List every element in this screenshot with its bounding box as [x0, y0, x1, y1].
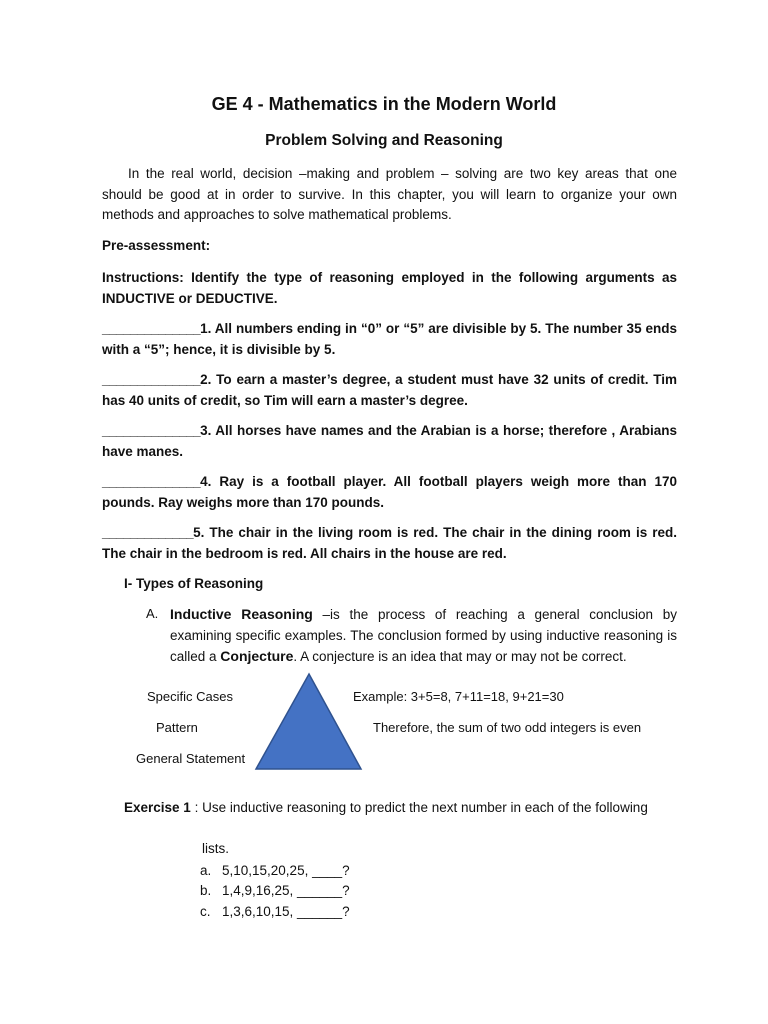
answer-blank[interactable]: ______________: [102, 372, 201, 387]
label-general-statement: General Statement: [136, 751, 246, 766]
list-marker-a: A.: [146, 606, 159, 621]
exercise-item-c: [200, 904, 350, 919]
label-example: Example: 3+5=8, 7+11=18, 9+21=30: [353, 689, 564, 704]
triangle-shape: [256, 674, 361, 769]
exercise-item-text: 5,10,15,20,25, ____?: [222, 863, 350, 878]
question-item-3: [102, 421, 677, 462]
question-text: 1. All numbers ending in “0” or “5” are divisible by 5. The number 35 ends with a “5”; hence, it is divisible by 5.: [102, 321, 677, 357]
exercise-label: Exercise 1: [124, 800, 191, 815]
question-text: 4. Ray is a football player. All football players weigh more than 170 pounds. Ray weighs more than 170 pounds.: [102, 474, 677, 510]
instructions-paragraph: Instructions: Identify the type of reasoning employed in the following arguments as INDUCTIVE or DEDUCTIVE.: [102, 270, 677, 306]
exercise-text: : Use inductive reasoning to predict the next number in each of the following: [190, 800, 648, 815]
question-item-1: [102, 319, 677, 360]
list-marker: a.: [200, 863, 212, 878]
question-item-4: [102, 472, 677, 513]
definition-text: –is the process of reaching a general conclusion by examining specific examples. The conclusion formed by using inductive reasoning is called a: [170, 607, 677, 664]
section-heading-types-of-reasoning: I- Types of Reasoning: [124, 576, 264, 591]
answer-blank[interactable]: ______________: [102, 474, 201, 489]
preassessment-heading: Pre-assessment:: [102, 238, 211, 253]
label-therefore: Therefore, the sum of two odd integers is even: [373, 720, 642, 735]
list-marker: b.: [200, 883, 212, 898]
page-subtitle: Problem Solving and Reasoning: [265, 132, 503, 149]
inductive-triangle-diagram: [254, 672, 364, 772]
intro-paragraph: In the real world, decision –making and problem – solving are two key areas that one should be good at in order to survive. In this chapter, you will learn to organize your own methods and approaches to solve mathematical problems.: [102, 166, 677, 222]
term-inductive-reasoning: Inductive Reasoning: [170, 606, 313, 622]
page-title: GE 4 - Mathematics in the Modern World: [211, 94, 557, 114]
question-item-2: [102, 370, 677, 411]
exercise-item-a: [200, 863, 350, 878]
answer-blank[interactable]: ______________: [102, 423, 201, 438]
list-marker: c.: [200, 904, 211, 919]
question-text: 5. The chair in the living room is red. The chair in the dining room is red. The chair in the bedroom is red. All chairs in the house are red.: [102, 525, 677, 561]
term-conjecture: Conjecture: [220, 648, 294, 664]
inductive-reasoning-definition: [170, 604, 677, 668]
definition-text-end: . A conjecture is an idea that may or may not be correct.: [293, 649, 627, 664]
label-pattern: Pattern: [156, 720, 198, 735]
exercise-item-text: 1,3,6,10,15, ______?: [222, 904, 350, 919]
exercise-1-prompt: [124, 798, 677, 819]
answer-blank[interactable]: _____________: [102, 525, 194, 540]
exercise-lists-label: lists.: [202, 841, 229, 856]
question-item-5: [102, 523, 677, 564]
question-text: 3. All horses have names and the Arabian is a horse; therefore , Arabians have manes.: [102, 423, 677, 459]
answer-blank[interactable]: ______________: [102, 321, 201, 336]
exercise-item-text: 1,4,9,16,25, ______?: [222, 883, 350, 898]
exercise-item-b: [200, 883, 350, 898]
question-text: 2. To earn a master’s degree, a student must have 32 units of credit. Tim has 40 units of credit, so Tim will earn a master’s degree.: [102, 372, 677, 408]
label-specific-cases: Specific Cases: [147, 689, 233, 704]
